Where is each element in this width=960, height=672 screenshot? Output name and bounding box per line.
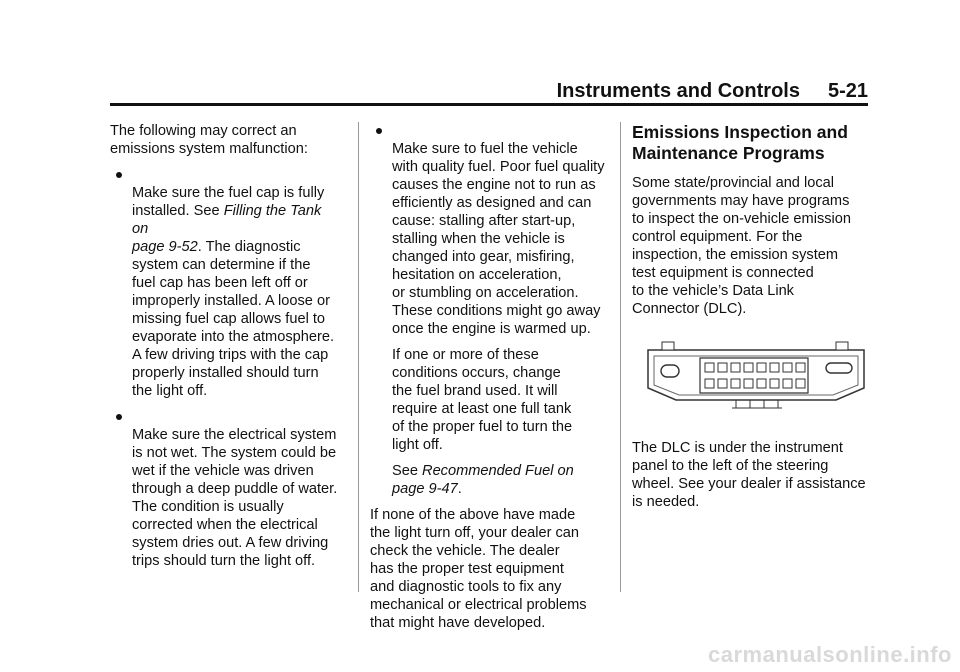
bullet-text: . The diagnostic system can determine if the fuel cap has been left off or improperly installed. A loose or missing fuel cap allows fuel to evaporate into the atmosphere. A few driving trips with the cap properly installed should turn the light off. — [132, 239, 335, 399]
closing-paragraph: If none of the above have made the light turn off, your dealer can check the vehicle. The dealer has the proper test equipment and diagnostic tools to fix any mechanical or electrical problems that might have developed. — [370, 507, 587, 631]
bullet-text: Make sure the electrical system is not wet. The system could be wet if the vehicle was driven through a deep puddle of water. The condition is usually corrected when the electrical system dries out. A few driving trips should turn the light off. — [132, 427, 338, 569]
section-title: Instruments and Controls — [556, 80, 800, 102]
bullet-text: Make sure to fuel the vehicle with quality fuel. Poor fuel quality causes the engine not to run as efficiently as designed and can cause: stalling after start-up, stalling when the vehicle is changed into gear, misfiring, hesitation on acceleration, or stumbling on acceleration. These conditions might go away once the engine is warmed up. — [392, 141, 605, 337]
bullet-text: Make sure the fuel cap is fully installed. See — [132, 185, 325, 219]
dlc-connector-illustration — [640, 338, 872, 423]
dlc-connector-icon — [640, 338, 872, 418]
cross-reference-link[interactable]: Recommended Fuel on page 9-47 — [392, 463, 574, 497]
sub-paragraph: If one or more of these conditions occurs, change the fuel brand used. It will require at least one full tank of the proper fuel to turn the light off. — [392, 347, 573, 453]
bullet-icon — [116, 414, 122, 420]
bullet-electrical — [110, 408, 340, 570]
page-number: 5-21 — [827, 80, 868, 102]
page-header — [110, 80, 868, 104]
bullet-fuel-quality — [370, 122, 610, 338]
watermark: carmanualsonline.info — [708, 642, 952, 667]
column-middle — [370, 122, 610, 640]
column-left — [110, 122, 340, 578]
bullet-icon — [116, 172, 122, 178]
see-reference — [370, 462, 610, 498]
intro-paragraph: The following may correct an emissions system malfunction: — [110, 123, 308, 157]
column-right — [632, 122, 872, 519]
header-rule — [110, 103, 868, 106]
bullet-fuel-cap — [110, 166, 340, 400]
see-label: See — [392, 463, 423, 479]
bullet-icon — [376, 128, 382, 134]
see-post: . — [457, 481, 462, 497]
dlc-location-paragraph: The DLC is under the instrument panel to the left of the steering wheel. See your dealer if assistance is needed. — [632, 440, 866, 510]
column-divider — [358, 122, 359, 592]
cross-reference-link[interactable]: Filling the Tank on page 9-52 — [132, 203, 322, 255]
inspection-paragraph: Some state/provincial and local governments may have programs to inspect the on-vehicle emission control equipment. For the inspection, the emission system test equipment is connected to the vehicle’s Data Link Connector (DLC). — [632, 175, 852, 317]
section-heading: Emissions Inspection and Maintenance Programs — [632, 122, 848, 163]
column-divider — [620, 122, 621, 592]
